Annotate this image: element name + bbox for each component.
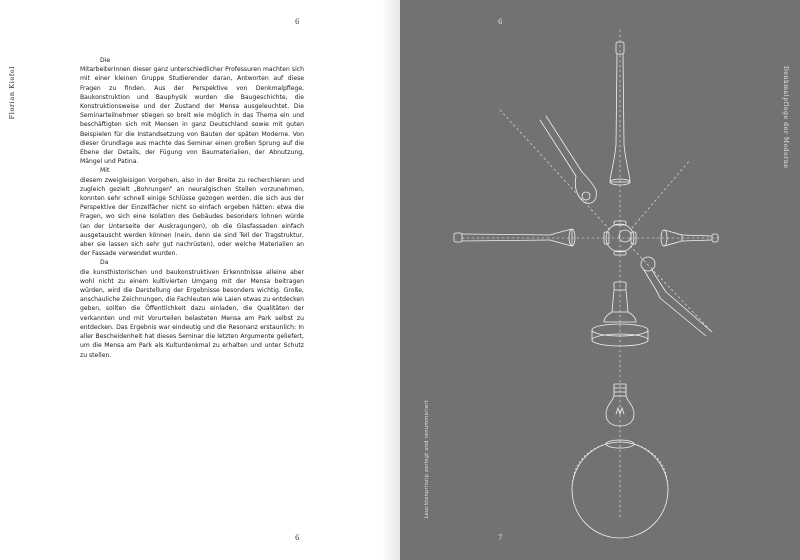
author-name: Florian Kiefel [8, 66, 16, 120]
paragraph-2-lead: Mit [100, 167, 110, 175]
paragraph-3 [80, 258, 304, 359]
right-tube [661, 230, 718, 246]
upper-left-tube [540, 116, 596, 203]
left-tube [454, 229, 575, 246]
page-number-bottom-left: 6 [295, 534, 300, 542]
page-number-top-left: 6 [295, 18, 300, 26]
illustration-caption: Leuchtenprinzip zerlegt und renummeriert [424, 400, 430, 519]
paragraph-2 [80, 166, 304, 258]
paragraph-3-lead: Da [100, 259, 109, 267]
paragraph-1 [80, 56, 304, 166]
page-number-top-right: 6 [498, 18, 503, 26]
paragraph-2-text: diesem zweigleisigen Vorgehen, also in der Breite zu recherchieren und zugleich gezielt „Bohrungen“ an neuralgischen Stellen vorzunehmen, konnten sehr schnell einige Schlüsse gezogen werden, die sich aus der Perspektive der Einzelfächer nicht so einfach ergeben hätten: etwa die Fragen, wo sich eine Isolation des Gebäudes besonders lohnen würde (an der Unterseite der Auskragungen), ob die Glasfassaden einfach ausgetauscht werden können (nein, denn sie sind Teil der Tragstruktur, aber sie lassen sich sehr gut nachrüsten), oder welche Materialien an der Fassade verwendet wurden. [80, 176, 304, 258]
side-title: Denkmalpflege der Moderne [782, 66, 789, 169]
paragraph-3-text: die kunsthistorischen und baukonstruktiven Erkenntnisse alleine aber wohl nicht zu einem kultivierten Umgang mit der Mensa beitragen würden, wird die Darstellung der Ergebnisse besonders wichtig. Große, anschauliche Zeichnungen, die Fachleuten wie Laien etwas zu entdecken geben, sollten die Öffentlichkeit dazu einladen, die Qualitäten der verkannten und mit Vorurteilen belasteten Mensa am Park selbst zu entdecken. Das Ergebnis war eindeutig und die Resonanz erstaunlich: In aller Bescheidenheit hat dieses Seminar die letzten Argumente geliefert, um die Mensa am Park als Kulturdenkmal zu erhalten und unter Schutz zu stellen. [80, 268, 304, 359]
body-text [80, 56, 304, 360]
top-tube [610, 42, 630, 185]
paragraph-1-lead: Die [100, 57, 111, 64]
exploded-lamp-illustration [400, 0, 800, 560]
diagonal-axis-lower-right [630, 246, 712, 332]
diagonal-axis-upper-right [632, 160, 690, 228]
paragraph-1-text: MitarbeiterInnen dieser ganz unterschiedlicher Professuren machten sich mit einer kleinen Gruppe Studierender daran, Antworten auf diese Fragen zu finden. Aus der Perspektive von Denkmalpflege, Baukonstruktion und Bauphysik wurden die Baugeschichte, die Konstruktionsweise und der Zustand der Mensa ausgeleuchtet. Die Seminarteilnehmer stiegen so breit wie möglich in das Thema ein und beschäftigten sich mit Mensen in ganz Deutschland sowie mit guten Beispielen für die Instandsetzung von Bauten der späten Moderne. Von dieser Grundlage aus machte das Seminar einen großen Sprung auf die Ebene der Details, der Fügung von Baumaterialien, der Abnutzung, Mängel und Patina. [80, 66, 304, 166]
diagonal-axis-upper-left [500, 110, 610, 230]
page-number-bottom-right: 7 [498, 534, 503, 542]
